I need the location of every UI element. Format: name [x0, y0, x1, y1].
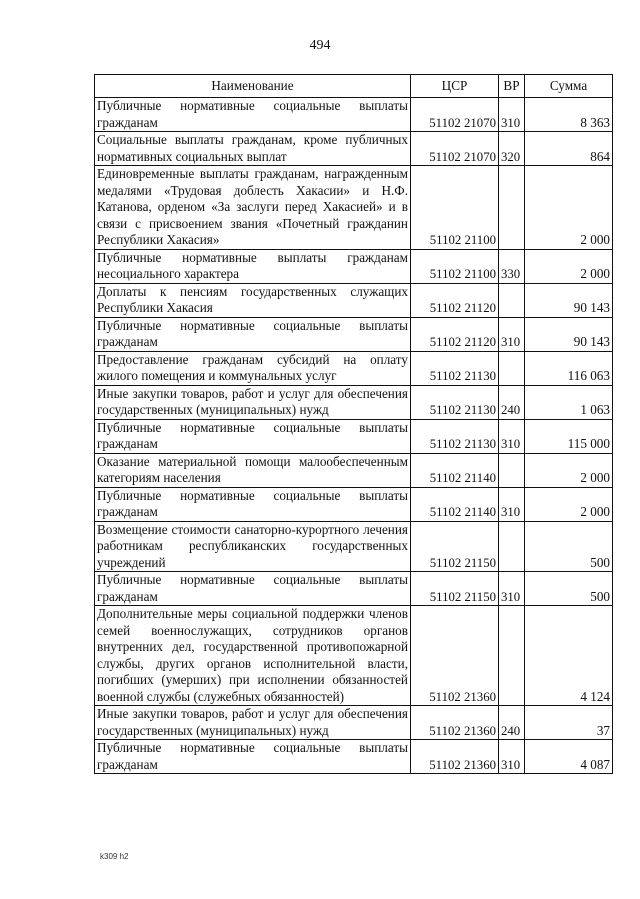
cell-vr: 310 — [499, 487, 525, 521]
page-number: 494 — [309, 38, 331, 53]
header-vr: ВР — [499, 75, 525, 98]
header-csr: ЦСР — [411, 75, 499, 98]
budget-table — [94, 74, 613, 774]
cell-csr: 51102 21360 — [411, 706, 499, 740]
cell-name: Дополнительные меры социальной поддержки членов семей военнослужащих, сотрудников органов внутренних дел, государственной противопожарной службы, других органов исполнительной власти, погибших (умерших) при исполнении обязанностей военной службы (служебных обязанностей) — [95, 606, 411, 706]
cell-name: Оказание материальной помощи малообеспеченным категориям населения — [95, 453, 411, 487]
table-row — [95, 453, 613, 487]
cell-sum: 90 143 — [525, 317, 613, 351]
cell-name: Социальные выплаты гражданам, кроме публичных нормативных социальных выплат — [95, 132, 411, 166]
cell-sum: 500 — [525, 572, 613, 606]
cell-vr: 240 — [499, 385, 525, 419]
cell-vr: 310 — [499, 740, 525, 774]
cell-sum: 4 124 — [525, 606, 613, 706]
header-sum: Сумма — [525, 75, 613, 98]
cell-name: Публичные нормативные социальные выплаты гражданам — [95, 572, 411, 606]
table-body — [95, 98, 613, 774]
table-row — [95, 572, 613, 606]
table-row — [95, 487, 613, 521]
cell-sum: 116 063 — [525, 351, 613, 385]
cell-sum: 2 000 — [525, 487, 613, 521]
cell-csr: 51102 21140 — [411, 487, 499, 521]
cell-vr — [499, 606, 525, 706]
cell-csr: 51102 21360 — [411, 606, 499, 706]
cell-name: Публичные нормативные социальные выплаты гражданам — [95, 740, 411, 774]
table-row — [95, 249, 613, 283]
table-row — [95, 283, 613, 317]
cell-vr — [499, 351, 525, 385]
footer-code: k309 h2 — [100, 852, 129, 861]
cell-csr: 51102 21070 — [411, 132, 499, 166]
cell-csr: 51102 21120 — [411, 317, 499, 351]
cell-sum: 115 000 — [525, 419, 613, 453]
cell-vr — [499, 283, 525, 317]
cell-csr: 51102 21360 — [411, 740, 499, 774]
cell-name: Возмещение стоимости санаторно-курортного лечения работникам республиканских государственных учреждений — [95, 521, 411, 572]
cell-name: Предоставление гражданам субсидий на оплату жилого помещения и коммунальных услуг — [95, 351, 411, 385]
cell-vr: 310 — [499, 572, 525, 606]
table-row — [95, 521, 613, 572]
cell-csr: 51102 21140 — [411, 453, 499, 487]
table-row — [95, 706, 613, 740]
table-row — [95, 606, 613, 706]
cell-csr: 51102 21150 — [411, 521, 499, 572]
cell-vr: 320 — [499, 132, 525, 166]
cell-name: Доплаты к пенсиям государственных служащих Республики Хакасия — [95, 283, 411, 317]
cell-csr: 51102 21150 — [411, 572, 499, 606]
cell-sum: 2 000 — [525, 166, 613, 250]
cell-name: Публичные нормативные социальные выплаты гражданам — [95, 98, 411, 132]
cell-name: Публичные нормативные выплаты гражданам несоциального характера — [95, 249, 411, 283]
cell-vr: 240 — [499, 706, 525, 740]
cell-csr: 51102 21100 — [411, 249, 499, 283]
header-name: Наименование — [95, 75, 411, 98]
cell-name: Иные закупки товаров, работ и услуг для обеспечения государственных (муниципальных) нужд — [95, 385, 411, 419]
cell-name: Публичные нормативные социальные выплаты гражданам — [95, 419, 411, 453]
cell-csr: 51102 21130 — [411, 351, 499, 385]
cell-vr — [499, 166, 525, 250]
cell-name: Публичные нормативные социальные выплаты гражданам — [95, 487, 411, 521]
cell-sum: 8 363 — [525, 98, 613, 132]
cell-vr — [499, 521, 525, 572]
cell-sum: 864 — [525, 132, 613, 166]
cell-sum: 500 — [525, 521, 613, 572]
cell-name: Иные закупки товаров, работ и услуг для обеспечения государственных (муниципальных) нужд — [95, 706, 411, 740]
cell-sum: 90 143 — [525, 283, 613, 317]
table-header-row — [95, 75, 613, 98]
table-row — [95, 351, 613, 385]
cell-vr: 330 — [499, 249, 525, 283]
cell-sum: 37 — [525, 706, 613, 740]
cell-name: Публичные нормативные социальные выплаты гражданам — [95, 317, 411, 351]
cell-csr: 51102 21100 — [411, 166, 499, 250]
table-row — [95, 166, 613, 250]
table-row — [95, 740, 613, 774]
table-row — [95, 317, 613, 351]
cell-vr: 310 — [499, 419, 525, 453]
cell-sum: 2 000 — [525, 453, 613, 487]
table-row — [95, 385, 613, 419]
cell-sum: 4 087 — [525, 740, 613, 774]
cell-csr: 51102 21120 — [411, 283, 499, 317]
cell-csr: 51102 21070 — [411, 98, 499, 132]
cell-csr: 51102 21130 — [411, 419, 499, 453]
table-row — [95, 132, 613, 166]
cell-csr: 51102 21130 — [411, 385, 499, 419]
cell-vr: 310 — [499, 98, 525, 132]
table-row — [95, 98, 613, 132]
table-row — [95, 419, 613, 453]
cell-vr — [499, 453, 525, 487]
cell-sum: 1 063 — [525, 385, 613, 419]
cell-name: Единовременные выплаты гражданам, награжденным медалями «Трудовая доблесть Хакасии» и Н.Ф. Катанова, орденом «За заслуги перед Хакасией» и в связи с присвоением звания «Почетный гражданин Республики Хакасия» — [95, 166, 411, 250]
cell-vr: 310 — [499, 317, 525, 351]
cell-sum: 2 000 — [525, 249, 613, 283]
